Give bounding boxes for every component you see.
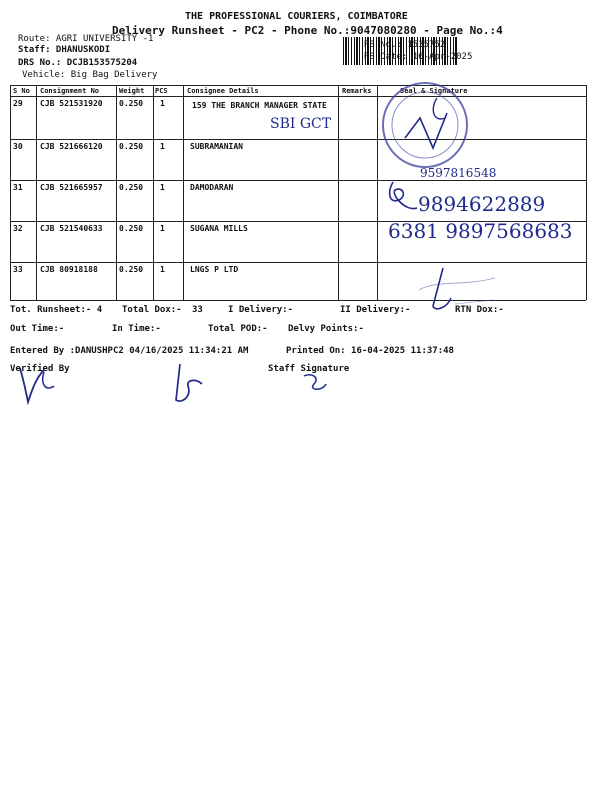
row-pcs: 1: [160, 99, 165, 108]
staff-signature: [300, 370, 330, 396]
row-consignee: SUBRAMANIAN: [190, 142, 243, 151]
header-seal-signature: Seal & Signature: [400, 87, 468, 95]
out-time-label: Out Time:-: [10, 324, 65, 334]
row-consignee: 159 THE BRANCH MANAGER STATE: [192, 101, 327, 110]
row-consignment: CJB 521665957: [40, 183, 103, 192]
ii-delivery-label: II Delivery:-: [340, 305, 411, 315]
header-consignment: Consignment No: [40, 87, 100, 95]
header-sno: S No: [13, 87, 30, 95]
verifier-signature: [14, 362, 64, 410]
row-rule: [10, 180, 586, 181]
in-time-label: In Time:-: [112, 324, 161, 334]
row-weight: 0.250: [119, 99, 144, 108]
bank-seal-stamp: [375, 78, 475, 168]
handwritten-phone: 9597816548: [420, 166, 497, 180]
entered-by: Entered By :DANUSHPC2 04/16/2025 11:34:21 AM: [10, 346, 249, 356]
tot-runsheet: Tot. Runsheet:- 4: [10, 305, 103, 315]
route-label: Route: AGRI UNIVERSITY -1: [18, 34, 154, 44]
row-pcs: 1: [160, 224, 165, 233]
rs-date: RS Date: 16-Apr-2025: [364, 52, 473, 62]
verifier-signature-second: [168, 360, 208, 408]
delvy-points-label: Delvy Points:-: [288, 324, 364, 334]
col-rule: [338, 85, 339, 300]
row-consignee: DAMODARAN: [190, 183, 234, 192]
row-weight: 0.250: [119, 142, 144, 151]
header-weight: Weight: [119, 87, 145, 95]
vehicle-label: Vehicle: Big Bag Delivery: [22, 70, 158, 80]
total-dox-value: 33: [192, 305, 203, 315]
row-pcs: 1: [160, 142, 165, 151]
row-consignment: CJB 521540633: [40, 224, 103, 233]
col-rule: [116, 85, 117, 300]
header-pcs: PCS: [155, 87, 168, 95]
row-weight: 0.250: [119, 183, 144, 192]
row-sno: 29: [13, 99, 23, 108]
table-header-rule: [10, 96, 586, 97]
row-rule: [10, 139, 586, 140]
row-sno: 31: [13, 183, 23, 192]
row-consignee: LNGS P LTD: [190, 265, 239, 274]
rs-number: RS No.: 1535752: [364, 40, 446, 50]
i-delivery-label: I Delivery:-: [228, 305, 294, 315]
row-consignment: CJB 521666120: [40, 142, 103, 151]
col-rule: [36, 85, 37, 300]
handwritten-note: SBI GCT: [270, 116, 332, 132]
header-remarks: Remarks: [342, 87, 372, 95]
staff-signature-label: Staff Signature: [268, 364, 350, 374]
col-rule: [153, 85, 154, 300]
rtn-dox-label: RTN Dox:-: [455, 305, 504, 315]
document-title: THE PROFESSIONAL COURIERS, COIMBATORE: [185, 11, 408, 22]
table-top-rule: [10, 85, 586, 86]
total-pod-label: Total POD:-: [208, 324, 268, 334]
row-sno: 33: [13, 265, 23, 274]
row-weight: 0.250: [119, 265, 144, 274]
row-consignment: CJB 521531920: [40, 99, 103, 108]
handwritten-phone: 6381 9897568683: [388, 219, 573, 243]
header-consignee: Consignee Details: [187, 87, 259, 95]
handwritten-phone: 9894622889: [418, 192, 546, 216]
col-rule: [183, 85, 184, 300]
row-consignee: SUGANA MILLS: [190, 224, 248, 233]
col-rule: [586, 85, 587, 300]
col-rule: [10, 85, 11, 300]
verified-by-label: Verified By: [10, 364, 70, 374]
row-consignment: CJB 80918188: [40, 265, 98, 274]
drs-number: DRS No.: DCJB153575204: [18, 58, 138, 68]
row-pcs: 1: [160, 265, 165, 274]
row-sno: 30: [13, 142, 23, 151]
printed-on: Printed On: 16-04-2025 11:37:48: [286, 346, 454, 356]
staff-label: Staff: DHANUSKODI: [18, 45, 111, 55]
document-subtitle: Delivery Runsheet - PC2 - Phone No.:9047080280 - Page No.:4: [112, 24, 503, 37]
row-pcs: 1: [160, 183, 165, 192]
row-weight: 0.250: [119, 224, 144, 233]
total-dox-label: Total Dox:-: [122, 305, 182, 315]
row-sno: 32: [13, 224, 23, 233]
